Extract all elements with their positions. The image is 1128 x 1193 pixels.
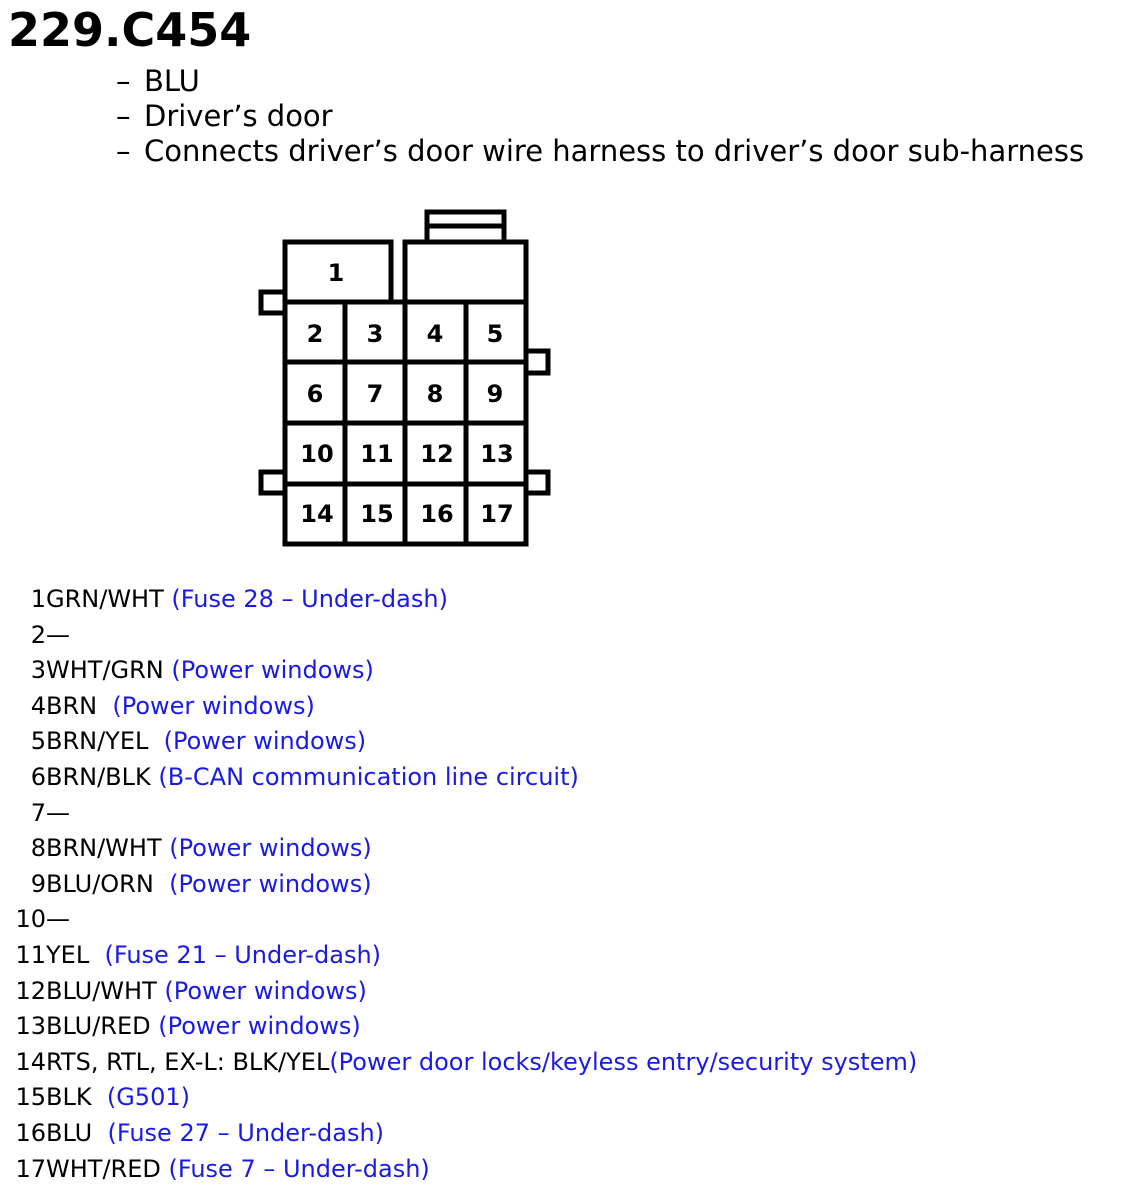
cavity-outline-blank <box>405 242 526 302</box>
cavity-15: 15 <box>360 500 394 528</box>
pin-circuit-13: (Power windows) <box>158 1012 361 1041</box>
cavity-9: 9 <box>486 380 504 408</box>
pin-wire-14: RTS, RTL, EX-L: BLK/YEL <box>46 1047 330 1076</box>
pin-wire-11: YEL <box>46 940 90 969</box>
pin-wire-2: — <box>46 620 70 649</box>
cavity-14: 14 <box>300 500 334 528</box>
detail-color: – BLU <box>116 64 200 98</box>
pin-circuit-3: (Power windows) <box>171 656 374 685</box>
cavity-16: 16 <box>420 500 454 528</box>
pin-circuit-9: (Power windows) <box>169 869 372 898</box>
pin-circuit-4: (Power windows) <box>112 691 315 720</box>
cavity-5: 5 <box>486 320 504 348</box>
pin-wire-6: BRN/BLK <box>46 762 151 791</box>
pin-wire-7: — <box>46 798 70 827</box>
cavity-11: 11 <box>360 440 394 468</box>
side-tab-left-top <box>261 292 285 313</box>
pin-wire-16: BLU <box>46 1118 93 1147</box>
cavity-6: 6 <box>306 380 324 408</box>
cavity-2: 2 <box>306 320 324 348</box>
cavity-7: 7 <box>366 380 384 408</box>
pin-wire-12: BLU/WHT <box>46 976 157 1005</box>
pin-circuit-17: (Fuse 7 – Under-dash) <box>168 1154 430 1183</box>
cavity-8: 8 <box>426 380 444 408</box>
cavity-4: 4 <box>426 320 444 348</box>
pin-circuit-6: (B-CAN communication line circuit) <box>158 762 579 791</box>
dash: – <box>116 134 131 168</box>
cavity-13: 13 <box>480 440 514 468</box>
dash: – <box>116 99 131 133</box>
cavity-3: 3 <box>366 320 384 348</box>
pin-wire-13: BLU/RED <box>46 1012 151 1041</box>
detail-connects: – Connects driver’s door wire harness to driver’s door sub-harness <box>116 134 1085 168</box>
pin-wire-10: — <box>46 905 70 934</box>
pin-wire-17: WHT/RED <box>46 1154 161 1183</box>
side-tab-left-bottom <box>261 472 285 493</box>
connector-title: 229.C454 <box>8 3 252 57</box>
pin-wire-1: GRN/WHT <box>46 585 164 613</box>
pin-circuit-14: (Power door locks/keyless entry/security system) <box>329 1047 918 1076</box>
side-tab-right-bottom <box>526 472 548 493</box>
connector-face-diagram <box>0 0 1128 570</box>
pin-circuit-11: (Fuse 21 – Under-dash) <box>104 940 382 969</box>
dash: – <box>116 64 131 98</box>
pin-wire-3: WHT/GRN <box>46 656 164 685</box>
pin-circuit-15: (G501) <box>106 1083 190 1112</box>
side-tab-right-top <box>526 351 548 373</box>
cavity-1: 1 <box>327 259 345 287</box>
pin-wire-5: BRN/YEL <box>46 727 149 756</box>
cavity-17: 17 <box>480 500 514 528</box>
cavity-10: 10 <box>300 440 334 468</box>
pin-circuit-12: (Power windows) <box>164 976 367 1005</box>
pin-circuit-8: (Power windows) <box>169 834 372 863</box>
pin-circuit-1: (Fuse 28 – Under-dash) <box>171 585 448 613</box>
pin-wire-9: BLU/ORN <box>46 869 154 898</box>
pin-wire-8: BRN/WHT <box>46 834 162 863</box>
pin-wire-15: BLK <box>46 1083 92 1112</box>
pin-wire-4: BRN <box>46 691 98 720</box>
pin-circuit-5: (Power windows) <box>163 727 367 756</box>
cavity-12: 12 <box>420 440 454 468</box>
pin-circuit-16: (Fuse 27 – Under-dash) <box>107 1118 385 1147</box>
detail-location: – Driver’s door <box>116 99 333 133</box>
